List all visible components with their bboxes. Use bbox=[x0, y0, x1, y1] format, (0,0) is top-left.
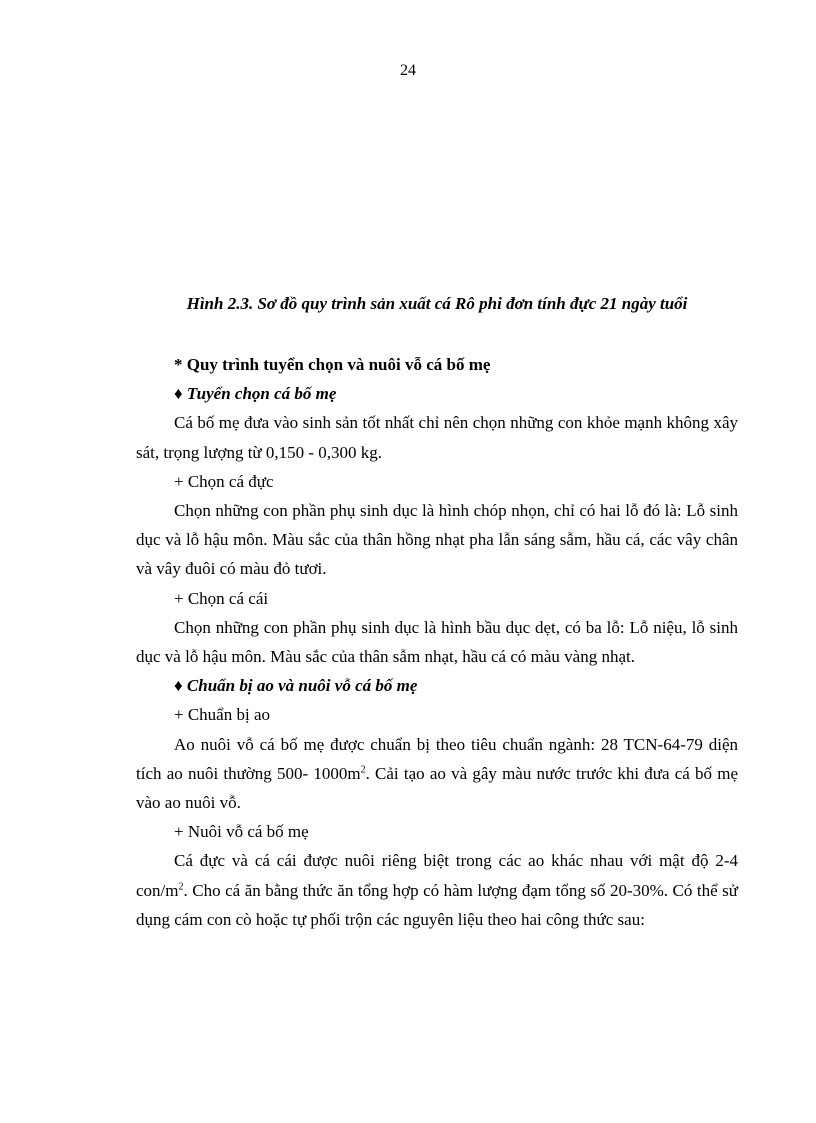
paragraph-select-female: Chọn những con phần phụ sinh dục là hình bầu dục dẹt, có ba lỗ: Lỗ niệu, lỗ sinh dục và lỗ hậu môn. Màu sắc của thân sẫm nhạt, hầu cá có màu vàng nhạt. bbox=[136, 617, 738, 667]
figure-caption: Hình 2.3. Sơ đồ quy trình sản xuất cá Rô phi đơn tính đực 21 ngày tuổi bbox=[186, 294, 688, 313]
pond-text-a: Ao nuôi vỗ cá bố mẹ được chuẩn bị theo tiêu chuẩn ngành: 28 TCN-64-79 diện tích ao nuôi thường 500- 1000m bbox=[136, 734, 738, 783]
pond-text-b: . Cải tạo ao và gây màu nước trước khi đưa cá bố mẹ vào ao nuôi vỗ. bbox=[136, 763, 738, 813]
feeding-text-a: Cá đực và cá cái được nuôi riêng biệt trong các ao khác nhau với mật độ 2-4 con/m bbox=[136, 851, 738, 900]
paragraph-select-male: Chọn những con phần phụ sinh dục là hình chóp nhọn, chỉ có hai lỗ đó là: Lỗ sinh dục và lỗ hậu môn. Màu sắc của thân hồng nhạt pha lẫn sáng sẫm, hầu cá, các vây chân và vây đuôi có màu đỏ tươi. bbox=[136, 501, 738, 579]
feeding-text-b: . Cho cá ăn bằng thức ăn tổng hợp có hàm lượng đạm tổng số 20-30%. Có thể sử dụng cám con cò hoặc tự phối trộn các nguyên liệu theo hai công thức sau: bbox=[136, 880, 738, 929]
sub-heading-pond-preparation: ♦ Chuẩn bị ao và nuôi vỗ cá bố mẹ bbox=[174, 676, 418, 696]
feeding-superscript: 2 bbox=[178, 881, 184, 892]
body-text bbox=[136, 350, 738, 934]
paragraph-prepare-pond bbox=[136, 730, 738, 818]
paragraph-broodstock-selection: Cá bố mẹ đưa vào sinh sản tốt nhất chỉ nên chọn những con khỏe mạnh không xây sát, trọng lượng từ 0,150 - 0,300 kg. bbox=[136, 413, 738, 462]
list-item-select-male: + Chọn cá đực bbox=[174, 471, 274, 491]
list-item-prepare-pond: + Chuẩn bị ao bbox=[174, 705, 270, 725]
list-item-select-female: + Chọn cá cái bbox=[174, 588, 269, 608]
section-heading: * Quy trình tuyển chọn và nuôi vỗ cá bố mẹ bbox=[174, 355, 491, 374]
sub-heading-broodstock-selection: ♦ Tuyển chọn cá bố mẹ bbox=[174, 384, 337, 404]
paragraph-broodstock-feeding bbox=[136, 846, 738, 934]
pond-superscript: 2 bbox=[360, 764, 366, 776]
list-item-broodstock-feeding: + Nuôi vỗ cá bố mẹ bbox=[174, 822, 309, 842]
page-number: 24 bbox=[400, 62, 416, 79]
